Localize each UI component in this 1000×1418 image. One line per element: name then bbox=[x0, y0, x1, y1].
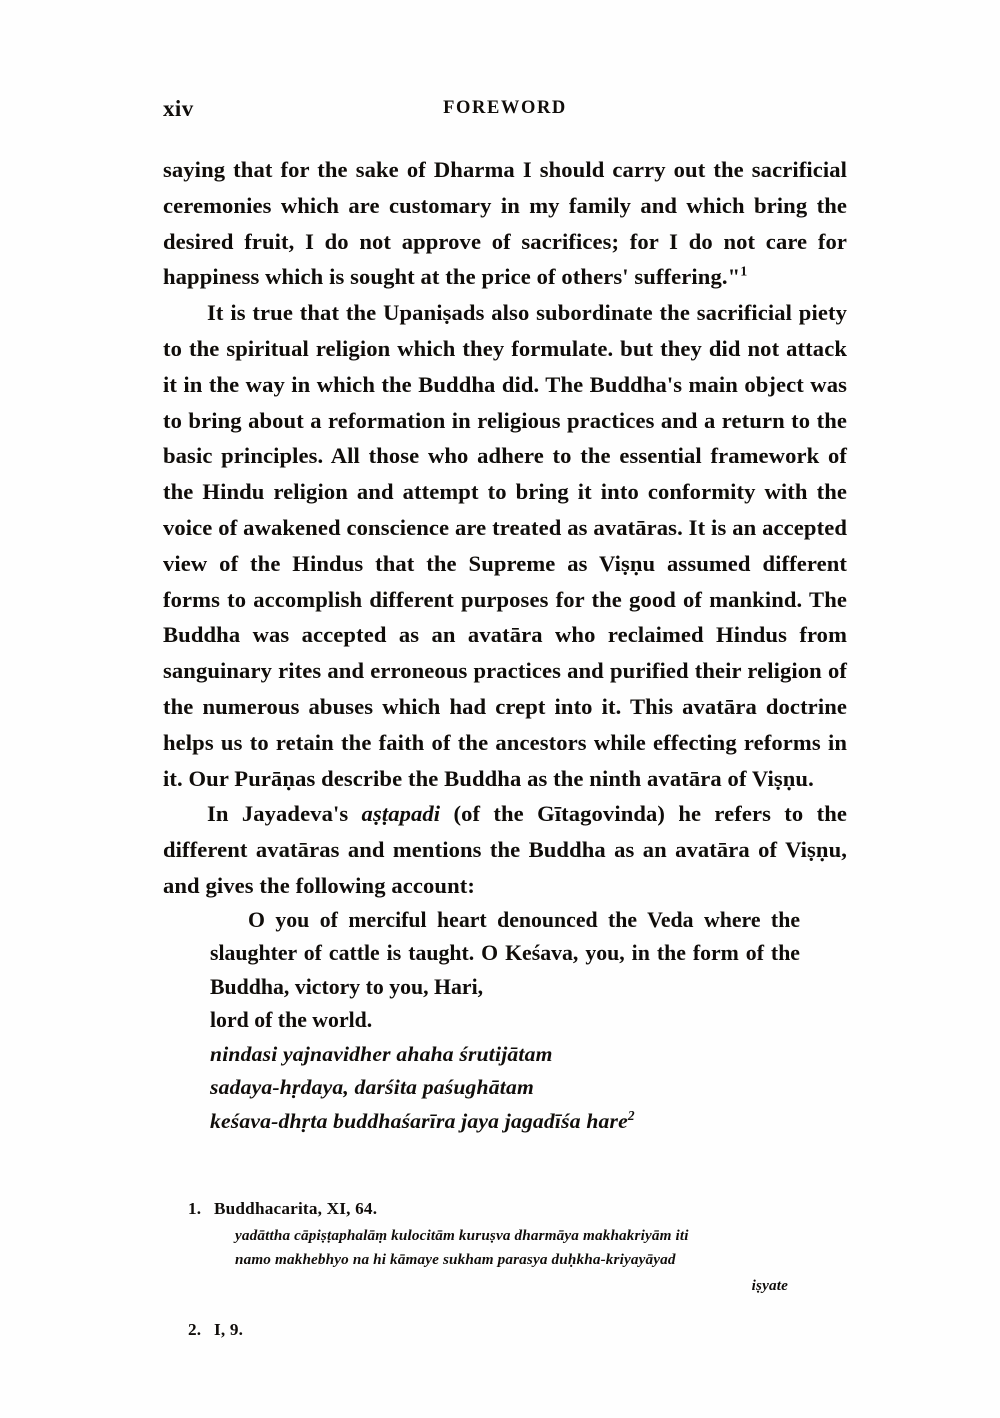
verse-line-2: sadaya-hṛdaya, darśita paśughātam bbox=[210, 1075, 534, 1100]
footnote-reference: I, 9. bbox=[214, 1320, 244, 1339]
running-head bbox=[163, 96, 847, 124]
footnote-sanskrit-tail: iṣyate bbox=[751, 1277, 788, 1294]
footnote-marker-1[interactable]: 1 bbox=[740, 264, 748, 280]
footnote-sanskrit-line-2: namo makhebhyo na hi kāmaye sukham parasya duḥkha-kriyayāyad bbox=[235, 1251, 676, 1268]
footnote-area bbox=[188, 1196, 860, 1342]
footnote-2 bbox=[188, 1317, 860, 1342]
footnote-number: 1. bbox=[188, 1199, 202, 1218]
verse-line-3 bbox=[210, 1105, 847, 1139]
italic-term-astapadi: aṣṭapadi bbox=[361, 801, 441, 827]
paragraph-upanisads: It is true that the Upaniṣads also subordinate the sacrificial piety to the spiritual religion which they formulate. but they did not attack it in the way in which the Buddha did. The Buddha's main object was to bring about a reformation in religious practices and a return to the basic principles. All those who adhere to the essential framework of the Hindu religion and attempt to bring it into conformity with the voice of awakened conscience are treated as avatāras. It is an accepted view of the Hindus that the Supreme as Viṣṇu assumed different forms to accomplish different purposes for the good of mankind. The Buddha was accepted as an avatāra who reclaimed Hindus from sanguinary rites and erroneous practices and purified their religion of the numerous abuses which had crept into it. This avatāra doctrine helps us to retain the faith of the ancestors while effecting reforms in it. Our Purāṇas describe the Buddha as the ninth avatāra of Viṣṇu. bbox=[163, 300, 847, 791]
paragraph-dharma-sacrifice bbox=[163, 152, 847, 295]
extract-line-1: O you of merciful heart denounced the Veda where the slaughter of cattle is taught. O Keśava, you, in the form of the Buddha, victory to you, Hari, bbox=[210, 907, 800, 999]
sanskrit-verse bbox=[163, 1038, 847, 1139]
body-text-block bbox=[163, 152, 847, 1138]
footnote-marker-2[interactable]: 2 bbox=[627, 1107, 635, 1123]
paragraph-text-after-italic: (of the Gītagovinda) he refers to the different avatāras and mentions the Buddha as an avatāra of Viṣṇu, and gives the following account: bbox=[163, 801, 847, 898]
footnote-sanskrit-line-1: yadāttha cāpiṣṭaphalāṃ kulocitām kuruṣva dharmāya makhakriyām iti bbox=[235, 1227, 689, 1244]
extract-line-2: lord of the world. bbox=[210, 1008, 373, 1033]
footnote-1 bbox=[188, 1196, 860, 1221]
paragraph-text: saying that for the sake of Dharma I should carry out the sacrificial ceremonies which are customary in my family and which bring the desired fruit, I do not approve of sacrifices; for I do not care for happiness which is sought at the price of others' suffering." bbox=[163, 157, 847, 290]
paragraph-jayadeva bbox=[163, 796, 847, 903]
running-head-title: FOREWORD bbox=[443, 98, 567, 118]
extract-translation bbox=[163, 904, 800, 1038]
paragraph-text-before-italic: In Jayadeva's bbox=[207, 801, 362, 827]
verse-line-3-text: keśava-dhṛta buddhaśarīra jaya jagadīśa hare bbox=[210, 1108, 628, 1133]
footnote-number: 2. bbox=[188, 1320, 202, 1339]
verse-line-1: nindasi yajnavidher ahaha śrutijātam bbox=[210, 1041, 553, 1066]
page-folio-number: xiv bbox=[163, 96, 194, 121]
footnote-1-sanskrit bbox=[188, 1224, 860, 1298]
footnote-reference: Buddhacarita, XI, 64. bbox=[214, 1199, 378, 1218]
